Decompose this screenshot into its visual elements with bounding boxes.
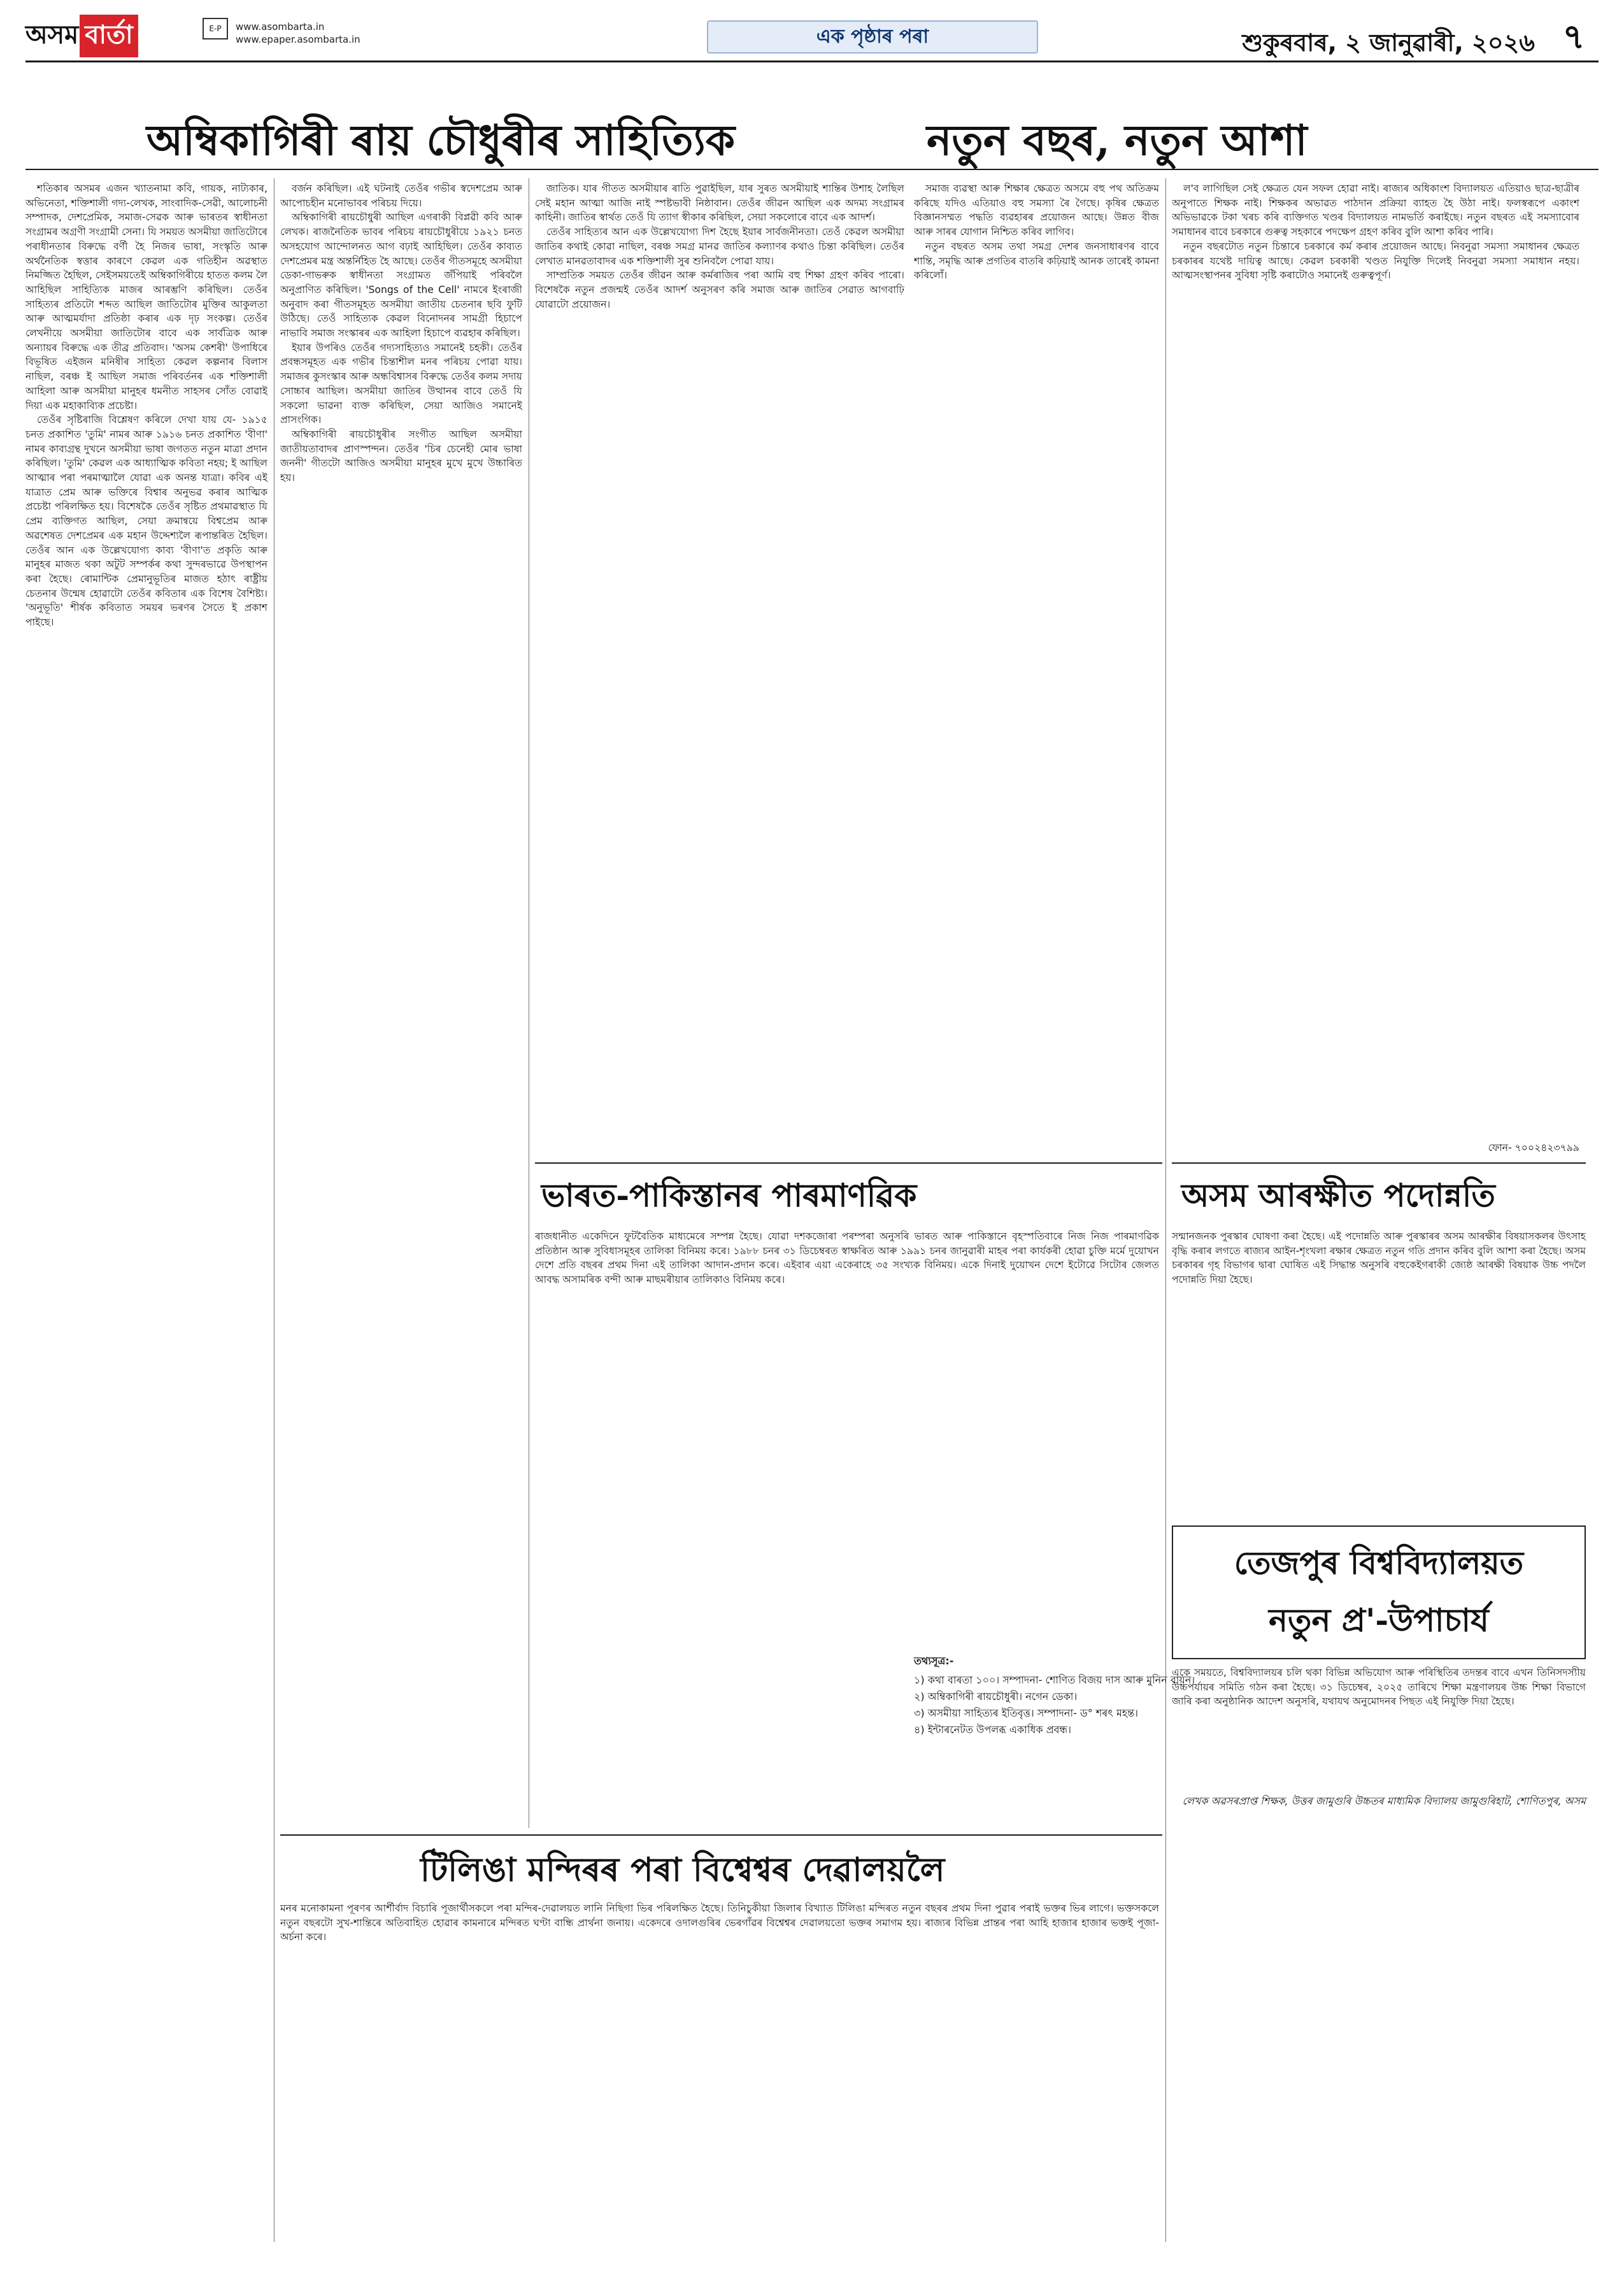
masthead — [25, 13, 1599, 62]
author-signature: লেখক অৱসৰপ্ৰাপ্ত শিক্ষক, উত্তৰ জামুগুৰি উচ্চতৰ মাধ্যমিক বিদ্যালয় জামুগুৰিহাট, শোণিতপুৰ, অসম — [1182, 1795, 1586, 1807]
headline-ambikagiri: অম্বিকাগিৰী ৰায় চৌধুৰীৰ সাহিত্যিক — [146, 115, 736, 165]
page-number: ৭ — [1549, 17, 1599, 56]
column-divider — [1165, 178, 1166, 2242]
headline-rule — [25, 169, 1599, 170]
references-heading: তথ্যসূত্ৰ:- — [914, 1655, 954, 1667]
headline-tezpur-1: তেজপুৰ বিশ্ববিদ্যালয়ত — [1234, 1544, 1524, 1582]
reference-item: ৪) ইন্টাৰনেটত উপলব্ধ একাধিক প্ৰবন্ধ। — [914, 1724, 1071, 1736]
logo-text-1: অসম — [25, 19, 79, 50]
masthead-urls — [236, 20, 360, 46]
section-rule — [280, 1834, 1162, 1836]
newyear-column-2: সমাজ ব্যৱস্থা আৰু শিক্ষাৰ ক্ষেত্ৰত অসমে বহু পথ অতিক্ৰম কৰিছে যদিও এতিয়াও বহু সমস্যা ৰৈ গৈছে। কৃষিৰ ক্ষেত্ৰত বিজ্ঞানসম্মত পদ্ধতি ব্যৱহাৰৰ প্ৰয়োজন আছে। উন্নত বীজ আৰু সাৰৰ যোগান নিশ্চিত কৰিব লাগিব। নতুন বছৰত অসম তথা সমগ্ৰ দেশৰ জনসাধাৰণৰ বাবে শান্তি, সমৃদ্ধি আৰু প্ৰগতিৰ বাতৰি কঢ়িয়াই আনক তাৰেই কামনা কৰিলোঁ। — [914, 183, 1159, 282]
headline-indo-pak: ভাৰত-পাকিস্তানৰ পাৰমাণৱিক — [541, 1176, 917, 1214]
police-article-text: সন্মানজনক পুৰস্কাৰ ঘোষণা কৰা হৈছে। এই পদোন্নতি আৰু পুৰস্কাৰৰ অসম আৰক্ষীৰ বিষয়াসকলৰ উৎসাহ বৃদ্ধি কৰাৰ লগতে ৰাজ্যৰ আইন-শৃংখলা ৰক্ষাৰ ক্ষেত্ৰত নতুন গতি প্ৰদান কৰিব বুলি আশা কৰা হৈছে। অসম চৰকাৰৰ গৃহ বিভাগৰ দ্বাৰা ঘোষিত এই সিদ্ধান্ত অনুসৰি বহুকেইগৰাকী জ্যেষ্ঠ আৰক্ষী বিষয়াক উচ্চ পদলৈ পদোন্নতি দিয়া হৈছে। — [1172, 1231, 1586, 1286]
newspaper-logo[interactable] — [25, 17, 138, 55]
tezpur-article-text: একে সময়তে, বিশ্ববিদ্যালয়ৰ চলি থকা বিভিন্ন অভিযোগ আৰু পৰিস্থিতিৰ তদন্তৰ বাবে এখন তিনিসদস্যীয় উচ্চপৰ্যায়ৰ সমিতি গঠন কৰা হৈছে। ৩১ ডিচেম্বৰ, ২০২৫ তাৰিখে শিক্ষা মন্ত্ৰণালয়ৰ উচ্চ শিক্ষা বিভাগে জাৰি কৰা অনুষ্ঠানিক আদেশ অনুসৰি, যথাযথ অনুমোদনৰ পিছত এই নিযুক্তি দিয়া হৈছে। — [1172, 1667, 1586, 1708]
dateline: শুকুৰবাৰ, ২ জানুৱাৰী, ২০২৬ — [1242, 29, 1535, 57]
ambikagiri-column-2: বৰ্জন কৰিছিল। এই ঘটনাই তেওঁৰ গভীৰ স্বদেশপ্ৰেম আৰু আপোচহীন মনোভাবৰ পৰিচয় দিয়ে। অম্বিকাগিৰী ৰায়চৌধুৰী আছিল এগৰাকী বিপ্লৱী কবি আৰু লেখক। ৰাজনৈতিক ভাবৰ পৰিচয় ৰায়চৌধুৰীয়ে ১৯২১ চনত অসহযোগ আন্দোলনত আগ বঢ়াই আহিছিল। তেওঁৰ কাব্যত দেশপ্ৰেমৰ মন্ত্ৰ অন্তৰ্নিহিত হৈ আছে। তেওঁৰ গীতসমূহে অসমীয়া ডেকা-গাভৰুক স্বাধীনতা সংগ্ৰামত জঁপিয়াই পৰিবলৈ অনুপ্ৰাণিত কৰিছিল। 'Songs of the Cell' নামৰে ইংৰাজী অনুবাদ কৰা গীতসমূহত অসমীয়া জাতীয় চেতনাৰ ছবি ফুটি উঠিছে। তেওঁ সাহিত্যক কেৱল বিনোদনৰ সামগ্ৰী হিচাপে নাভাবি সমাজ সংস্কাৰৰ এক আহিলা হিচাপে ব্যৱহাৰ কৰিছিল। ইয়াৰ উপৰিও তেওঁৰ গদ্যসাহিত্যও সমানেই চহকী। তেওঁৰ প্ৰবন্ধসমূহত এক গভীৰ চিন্তাশীল মনৰ পৰিচয় পোৱা যায়। সমাজৰ কুসংস্কাৰ আৰু অন্ধবিশ্বাসৰ বিৰুদ্ধে তেওঁৰ কলম সদায় সোচ্চাৰ আছিল। অসমীয়া জাতিৰ উত্থানৰ বাবে তেওঁ যি সকলো ভাৱনা ব্যক্ত কৰিছিল, সেয়া আজিও সমানেই প্ৰাসংগিক। অম্বিকাগিৰী ৰায়চৌধুৰীৰ সংগীত আছিল অসমীয়া জাতীয়তাবাদৰ প্ৰাণস্পন্দন। তেওঁৰ 'চিৰ চেনেহী মোৰ ভাষা জননী' গীতটো আজিও অসমীয়া মানুহৰ মুখে মুখে উচ্চাৰিত হয়। — [280, 183, 522, 484]
ambikagiri-column-1: শতিকাৰ অসমৰ এজন খ্যাতনামা কবি, গায়ক, নাট্যকাৰ, অভিনেতা, শক্তিশালী গদ্য-লেখক, সাংবাদিক-সেৱী, আলোচনী সম্পাদক, দেশপ্ৰেমিক, সমাজ-সেৱক আৰু ভাৰতৰ স্বাধীনতা সংগ্ৰামৰ অগ্ৰণী সংগ্ৰামী সেনা। যি সময়ত অসমীয়া জাতিটোৰে পৰাধীনতাৰ বিৰুদ্ধে বৰ্ণী হৈ নিজৰ ভাষা, সংস্কৃতি আৰু অৰ্থনৈতিক স্বত্তাৰ কাৰণে কেৱল এক গতিহীন অৱস্থাত নিমজ্জিত হৈছিল, সেইসময়তেই অম্বিকাগিৰীয়ে হাতত কলম লৈ আহিছিল সাহিত্যিক মাজৰ আৰম্ভণি কৰিছিল। তেওঁৰ সাহিত্যৰ প্ৰতিটো শব্দত আছিল জাতিটোৰ মুক্তিৰ আকুলতা আৰু আত্মমৰ্যাদা প্ৰতিষ্ঠা কৰাৰ এক দৃঢ় সংকল্প। তেওঁৰ লেখনীয়ে অসমীয়া জাতিটোৰ বাবে এক সাৰ্বত্ৰিক আৰু অন্যায়ৰ বিৰুদ্ধে এক তীব্ৰ প্ৰতিবাদ। 'অসম কেশৰী' উপাধিৰে বিভূষিত এইজন মনিষীৰ সাহিত্য কেৱল কল্পনাৰ বিলাস নাছিল, বৰঞ্চ ই আছিল সমাজ পৰিবৰ্তনৰ এক শক্তিশালী আহিলা আৰু অসমীয়া মানুহৰ ধমনীত সাহসৰ সোঁত বোৱাই দিয়া এক মহাকাব্যিক প্ৰচেষ্টা। তেওঁৰ সৃষ্টিৰাজি বিশ্লেষণ কৰিলে দেখা যায় যে- ১৯১৫ চনত প্ৰকাশিত 'তুমি' নামৰ আৰু ১৯১৬ চনত প্ৰকাশিত 'বীণা' নামৰ কাব্যগ্ৰন্থ দুখনে অসমীয়া ভাষা জগতত নতুন মাত্ৰা প্ৰদান কৰিছিল। 'তুমি' কেৱল এক আধ্যাত্মিক কবিতা নহয়; ই আছিল আত্মাৰ পৰা পৰমাত্মালৈ যোৱা এক অনন্ত যাত্ৰা। কবিৰ এই যাত্ৰাত প্ৰেম আৰু ভক্তিৰে বিশ্বাৰ অনুভৱ কৰাৰ আত্মিক প্ৰচেষ্টা পৰিলক্ষিত হয়। বিশেষকৈ তেওঁৰ সৃষ্টিত প্ৰথমাৱস্থাত যি প্ৰেম ব্যক্তিগত আছিল, সেয়া ক্ৰমান্বয়ে বিশ্বপ্ৰেম আৰু অৱশেষত দেশপ্ৰেমৰ এক মহান উদ্দেশ্যলৈ ৰূপান্তৰিত হৈছিল। তেওঁৰ আন এক উল্লেখযোগ্য কাব্য 'বীণা'ত প্ৰকৃতি আৰু মানুহৰ মাজত থকা অটুট সম্পৰ্কৰ কথা সুন্দৰভাৱে উপস্থাপন কৰা হৈছে। ৰোমান্টিক প্ৰেমানুভূতিৰ মাজত হঠাৎ ৰাষ্ট্ৰীয় চেতনাৰ উন্মেষ হোৱাটো তেওঁৰ কবিতাৰ এক বিশেষ বৈশিষ্ট্য। 'অনুভূতি' শীৰ্ষক কবিতাত সময়ৰ ভৰণৰ সৈতে ই প্ৰকাশ পাইছে। — [25, 183, 267, 629]
section-label: এক পৃষ্ঠাৰ পৰা — [707, 20, 1038, 54]
section-rule — [535, 1162, 1162, 1164]
reference-item: ১) কথা বাৰতা ১০০। সম্পাদনা- শোণিত বিজয় দাস আৰু মুনিন বায়ন। — [914, 1674, 1195, 1686]
headline-tezpur-2: নতুন প্ৰ'-উপাচাৰ্য — [1269, 1601, 1489, 1639]
ambikagiri-column-3: জাতিক। যাৰ গীতত অসমীয়াৰ ৰাতি পুৱাইছিল, যাৰ সুৰত অসমীয়াই শান্তিৰ উশাহ লৈছিল সেই মহান আত্মা আজি নাই স্পষ্টভাবী নিষ্ঠাবান। তেওঁৰ জীৱন আছিল এক অদম্য সংগ্ৰামৰ কাহিনী। জাতিৰ স্বাৰ্থত তেওঁ যি ত্যাগ স্বীকাৰ কৰিছিল, সেয়া সকলোৰে বাবে এক আদৰ্শ। তেওঁৰ সাহিত্যৰ আন এক উল্লেখযোগ্য দিশ হৈছে ইয়াৰ সাৰ্বজনীনতা। তেওঁ কেৱল অসমীয়া জাতিৰ কথাই কোৱা নাছিল, বৰঞ্চ সমগ্ৰ মানৱ জাতিৰ কল্যাণৰ কথাও চিন্তা কৰিছিল। তেওঁৰ লেখাত মানৱতাবাদৰ এক শক্তিশালী সুৰ শুনিবলৈ পোৱা যায়। সাম্প্ৰতিক সময়ত তেওঁৰ জীৱন আৰু কৰ্মৰাজিৰ পৰা আমি বহু শিক্ষা গ্ৰহণ কৰিব পাৰো। বিশেষকৈ নতুন প্ৰজন্মই তেওঁৰ আদৰ্শ অনুসৰণ কৰি সমাজ আৰু জাতিৰ সেৱাত আগবাঢ়ি যোৱাটো প্ৰয়োজন। — [535, 183, 904, 310]
indopak-article-text: ৰাজধানীত একেদিনে ফুটবৈতিক মাধ্যমেৰে সম্পন্ন হৈছে। যোৱা দশকজোৰা পৰম্পৰা অনুসৰি ভাৰত আৰু পাকিস্তানে বৃহস্পতিবাৰে নিজ নিজ পাৰমাণৱিক প্ৰতিষ্ঠান আৰু সুবিধাসমূহৰ তালিকা বিনিময় কৰে। ১৯৮৮ চনৰ ৩১ ডিচেম্বৰত স্বাক্ষৰিত আৰু ১৯৯১ চনৰ জানুৱাৰী মাহৰ পৰা কাৰ্যকৰী হোৱা চুক্তি মৰ্মে দুয়োখন দেশে প্ৰতি বছৰৰ প্ৰথম দিনা এই তালিকা আদান-প্ৰদান কৰে। এইবাৰ এয়া একেৰাহে ৩৫ সংখ্যক বিনিময়। একে দিনাই দুয়োখন দেশে ইটোৱে সিটোৰ জেলত আবদ্ধ অসামৰিক বন্দী আৰু মাছমৰীয়াৰ তালিকাও বিনিময় কৰে। — [535, 1231, 1159, 1286]
epaper-icon[interactable] — [203, 18, 228, 39]
epaper-label: E-P — [209, 24, 222, 33]
website-link[interactable]: www.asombarta.in — [236, 21, 325, 32]
reference-item: ২) অম্বিকাগিৰী ৰায়চৌধুৰী। নগেন ডেকা। — [914, 1690, 1078, 1703]
headline-police: অসম আৰক্ষীত পদোন্নতি — [1181, 1176, 1495, 1214]
tezpur-headline-box — [1172, 1525, 1586, 1659]
headline-tilinga: টিলিঙা মন্দিৰৰ পৰা বিশ্বেশ্বৰ দেৱালয়লৈ — [420, 1850, 945, 1889]
reference-item: ৩) অসমীয়া সাহিত্যৰ ইতিবৃত্ত। সম্পাদনা- ড° শৰৎ মহন্ত। — [914, 1707, 1138, 1719]
epaper-link[interactable]: www.epaper.asombarta.in — [236, 34, 360, 45]
phone-note: ফোন- ৭০০২৪২৩৭৯৯ — [1488, 1142, 1579, 1154]
references — [914, 1653, 1366, 1738]
logo-text-2: বাৰ্তা — [80, 15, 138, 57]
newyear-column-1: ল'ব লাগিছিল সেই ক্ষেত্ৰত যেন সফল হোৱা নাই। ৰাজ্যৰ অধিকাংশ বিদ্যালয়ত এতিয়াও ছাত্ৰ-ছাত্ৰীৰ অনুপাতে শিক্ষক নাই। শিক্ষকৰ অভাৱত পাঠদান প্ৰক্ৰিয়া ব্যাহত হৈ উঠা নাই। ফলস্বৰূপে একাংশ অভিভাৱকে টকা খৰচ কৰি ব্যক্তিগত খণ্ডৰ বিদ্যালয়ত নামভৰ্তি কৰাইছে। নতুন বছৰত এই সমস্যাবোৰ সমাধানৰ বাবে চৰকাৰে গুৰুত্ব সহকাৰে পদক্ষেপ গ্ৰহণ কৰিব বুলি আশা কৰিব পাৰি। নতুন বছৰটোত নতুন চিন্তাৰে চৰকাৰে কৰ্ম কৰাৰ প্ৰয়োজন আছে। নিবনুৱা সমস্যা সমাধানৰ ক্ষেত্ৰত চৰকাৰৰ যথেষ্ট দায়িত্ব আছে। কেৱল চৰকাৰী খণ্ডত নিযুক্তি দিলেই নিবনুৱা সমস্যা সমাধান নহয়। আত্মসংস্থাপনৰ সুবিধা সৃষ্টি কৰাটোও সমানেই গুৰুত্বপূৰ্ণ। — [1172, 183, 1579, 282]
tilinga-article-text: মনৰ মনোকামনা পূৰণৰ আৰ্শীৰ্বাদ বিচাৰি পূজাৰ্থীসকলে পৰা মন্দিৰ-দেৱালয়ত লানি নিছিগা ভিৰ পৰিলক্ষিত হৈছে। তিনিচুকীয়া জিলাৰ বিখ্যাত টিলিঙা মন্দিৰত নতুন বছৰৰ প্ৰথম দিনা পুৱাৰ পৰাই ভক্তৰ ভিৰ লাগে। ভক্তসকলে নতুন বছৰটো সুখ-শান্তিৰে অতিবাহিত হোৱাৰ কামনাৰে মন্দিৰত ঘণ্টা বান্ধি প্ৰাৰ্থনা জনায়। একেদৰে ওদালগুৰিৰ ভেৰগাঁৱৰ বিশ্বেশ্বৰ দেৱালয়তো ভক্তৰ সমাগম হয়। ৰাজ্যৰ বিভিন্ন প্ৰান্তৰ পৰা আহি হাজাৰ হাজাৰ ভক্তই পূজা-অৰ্চনা কৰে। — [280, 1903, 1159, 1943]
headline-new-year: নতুন বছৰ, নতুন আশা — [927, 115, 1307, 165]
section-rule — [1172, 1162, 1586, 1164]
